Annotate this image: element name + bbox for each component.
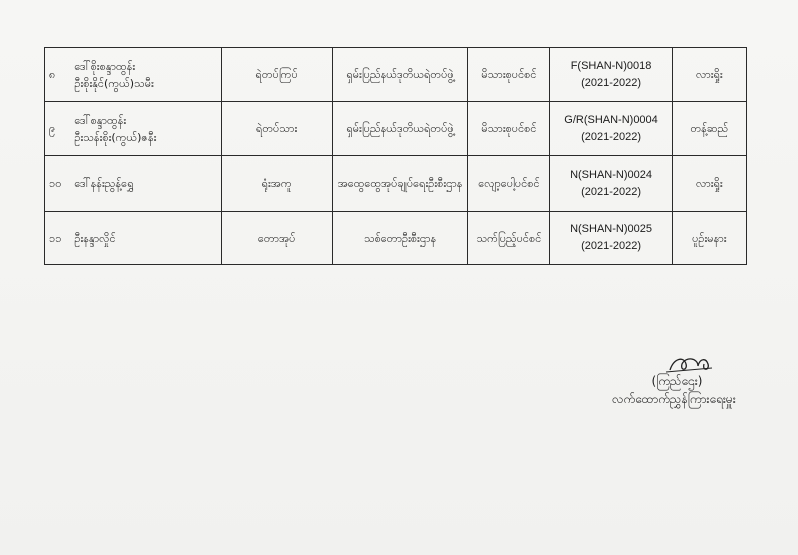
area: တန့်ဆည် <box>672 102 746 156</box>
person-name <box>70 102 221 156</box>
code-period: (2021-2022) <box>581 240 641 252</box>
name-line: ဒေါ်နန်းညွန့်ရွှေ <box>74 177 134 190</box>
occupation: ရဲတပ်ကြပ် <box>221 48 332 102</box>
organization: ရှမ်းပြည်နယ်ဒုတိယရဲတပ်ဖွဲ့ <box>332 102 468 156</box>
person-name <box>70 156 221 212</box>
license-type: သက်ပြည့်ပင်စင် <box>468 212 550 265</box>
table-row <box>45 48 747 102</box>
person-name <box>70 212 221 265</box>
code-id: G/R(SHAN-N)0004 <box>564 113 658 126</box>
occupation: တောအုပ် <box>221 212 332 265</box>
pension-code <box>550 212 672 265</box>
table-row <box>45 212 747 265</box>
code-id: N(SHAN-N)0025 <box>570 223 652 235</box>
row-number: ၁၀ <box>45 156 71 212</box>
organization: သစ်တောဦးစီးဌာန <box>332 212 468 265</box>
pension-table <box>44 47 747 265</box>
row-number: ၁၁ <box>45 212 71 265</box>
table-row <box>45 156 747 212</box>
license-type: မိသားစုပင်စင် <box>468 48 550 102</box>
name-line: ဦးနန္ဒာလှိုင် <box>74 231 116 245</box>
pension-code <box>550 48 672 102</box>
code-id: F(SHAN-N)0018 <box>570 59 652 72</box>
name-line: ဒေါ်စိုးစန္ဒာထွန်း <box>74 59 136 73</box>
signatory-name: (ကြည်ဌေး) <box>651 374 703 388</box>
occupation: ရုံးအကူ <box>221 156 332 212</box>
row-number: ၈ <box>45 48 71 102</box>
license-type: လျော့ပေါ့ပင်စင် <box>468 156 550 212</box>
code-period: (2021-2022) <box>581 130 641 143</box>
area: လားရှိုး <box>672 48 746 102</box>
name-line: ဦးသန်းစိုး(ကွယ်)ဇနီး <box>74 130 157 144</box>
table-row <box>45 102 747 156</box>
area: ပူဥ်းမနား <box>672 212 746 265</box>
pension-code <box>550 156 672 212</box>
code-period: (2021-2022) <box>581 185 641 198</box>
signatory-title: လက်ထောက်ညွှန်ကြားရေးမှူး <box>612 392 736 406</box>
organization: ရှမ်းပြည်နယ်ဒုတိယရဲတပ်ဖွဲ့ <box>332 48 468 102</box>
occupation: ရဲတပ်သား <box>221 102 332 156</box>
person-name <box>70 48 221 102</box>
organization: အထွေထွေအုပ်ချုပ်ရေးဦးစီးဌာန <box>332 156 468 212</box>
row-number: ၉ <box>45 102 71 156</box>
name-line: ဒေါ်စန္ဒာထွန်း <box>74 113 127 127</box>
name-line: ဦးစိုးနိုင်(ကွယ်)သမီး <box>74 76 154 90</box>
license-type: မိသားစုပင်စင် <box>468 102 550 156</box>
area: လားရှိုး <box>672 156 746 212</box>
pension-code <box>550 102 672 156</box>
code-id: N(SHAN-N)0024 <box>570 168 652 181</box>
code-period: (2021-2022) <box>581 76 641 89</box>
